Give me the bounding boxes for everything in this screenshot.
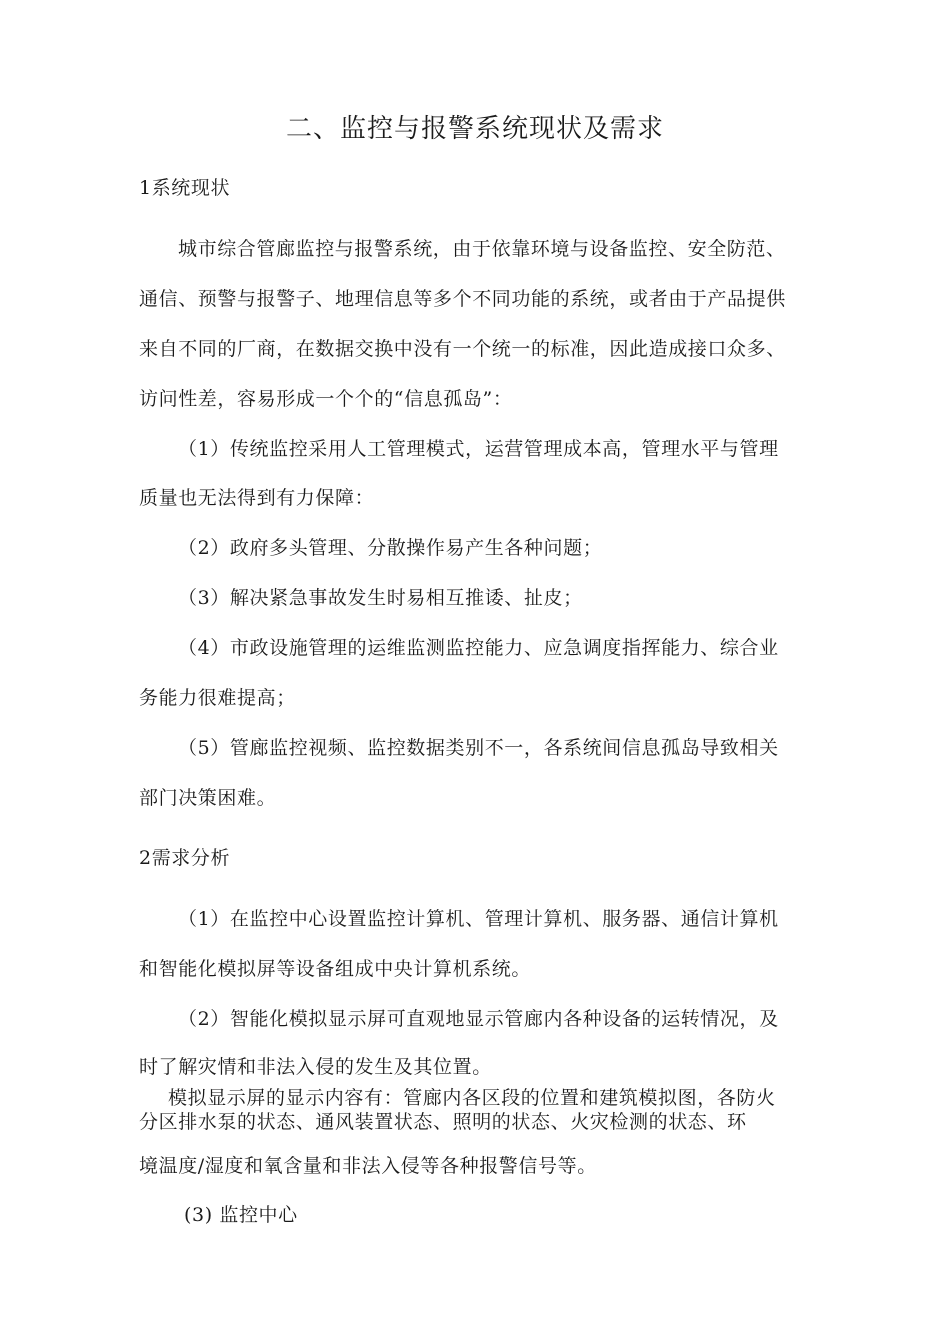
list-item-line: （1）传统监控采用人工管理模式，运营管理成本高，管理水平与管理 bbox=[178, 438, 779, 460]
paragraph-line: 来自不同的厂商，在数据交换中没有一个统一的标准，因此造成接口众多、 bbox=[139, 338, 786, 360]
list-item-line: （1）在监控中心设置监控计算机、管理计算机、服务器、通信计算机 bbox=[178, 908, 779, 930]
list-item-line: （2）政府多头管理、分散操作易产生各种问题； bbox=[178, 537, 603, 559]
list-item-line: 和智能化模拟屏等设备组成中央计算机系统。 bbox=[139, 958, 532, 980]
list-item-line: 质量也无法得到有力保障： bbox=[139, 487, 375, 509]
page-title: 二、监控与报警系统现状及需求 bbox=[285, 114, 664, 144]
list-item-line: (3) 监控中心 bbox=[184, 1204, 298, 1226]
paragraph-line: 模拟显示屏的显示内容有：管廊内各区段的位置和建筑模拟图，各防火 bbox=[168, 1087, 776, 1109]
section-heading-status: 1系统现状 bbox=[139, 177, 231, 199]
paragraph-line: 通信、预警与报警子、地理信息等多个不同功能的系统，或者由于产品提供 bbox=[139, 288, 786, 310]
paragraph-line: 分区排水泵的状态、通风装置状态、照明的状态、火灾检测的状态、环 bbox=[139, 1111, 747, 1133]
paragraph-line: 城市综合管廊监控与报警系统，由于依靠环境与设备监控、安全防范、 bbox=[178, 238, 786, 260]
list-item-line: 时了解灾情和非法入侵的发生及其位置。 bbox=[139, 1056, 492, 1078]
list-item-line: 务能力很难提高； bbox=[139, 687, 296, 709]
list-item-line: （4）市政设施管理的运维监测监控能力、应急调度指挥能力、综合业 bbox=[178, 637, 779, 659]
list-item-line: （3）解决紧急事故发生时易相互推诿、扯皮； bbox=[178, 587, 583, 609]
section-heading-requirements: 2需求分析 bbox=[139, 847, 231, 869]
paragraph-line: 访问性差，容易形成一个个的“信息孤岛”： bbox=[139, 388, 513, 410]
paragraph-line: 境温度/湿度和氧含量和非法入侵等各种报警信号等。 bbox=[139, 1155, 597, 1177]
list-item-line: （2）智能化模拟显示屏可直观地显示管廊内各种设备的运转情况，及 bbox=[178, 1008, 779, 1030]
list-item-line: （5）管廊监控视频、监控数据类别不一，各系统间信息孤岛导致相关 bbox=[178, 737, 779, 759]
list-item-line: 部门决策困难。 bbox=[139, 787, 277, 809]
